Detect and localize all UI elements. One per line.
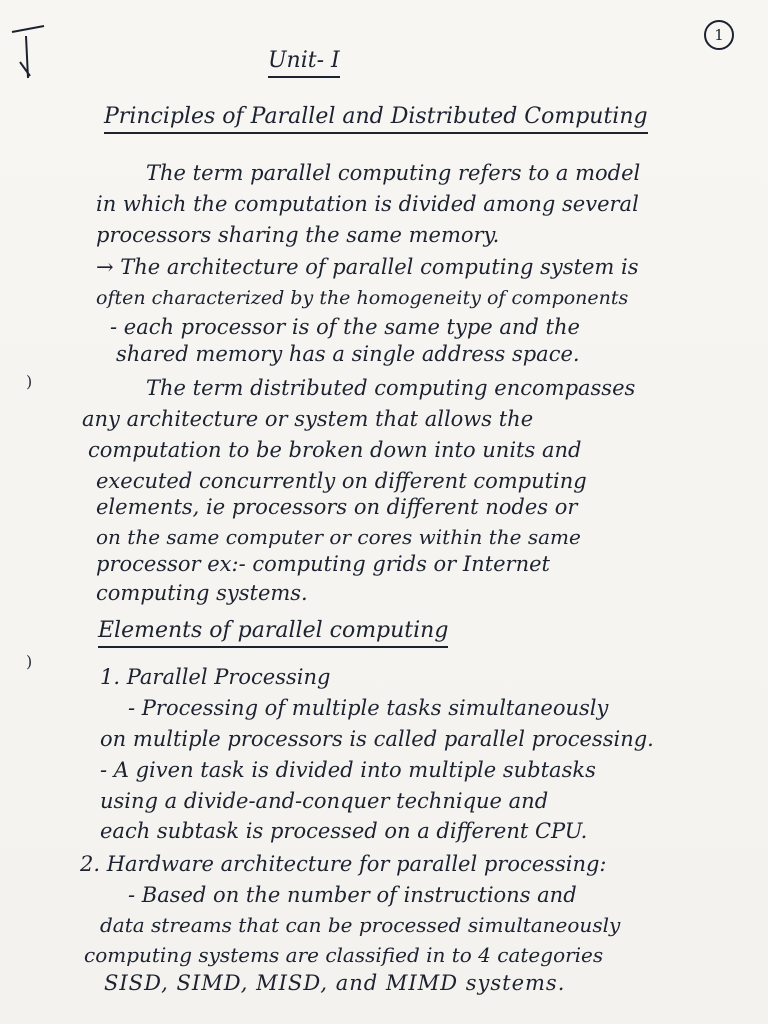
text-line: - A given task is divided into multiple subtasks bbox=[100, 758, 596, 782]
text-line: on the same computer or cores within the same bbox=[96, 525, 581, 549]
text-line: on multiple processors is called parallel processing. bbox=[100, 727, 654, 751]
list-item-heading: 2. Hardware architecture for parallel processing: bbox=[80, 852, 607, 876]
text-line: computing systems. bbox=[96, 581, 308, 605]
text-line: executed concurrently on different computing bbox=[96, 469, 587, 493]
list-item-heading: 1. Parallel Processing bbox=[100, 665, 331, 689]
text-line: The term parallel computing refers to a model bbox=[146, 161, 641, 185]
text-line: often characterized by the homogeneity of components bbox=[96, 287, 629, 309]
binder-hole-icon: ) bbox=[26, 652, 33, 671]
text-line: processors sharing the same memory. bbox=[96, 223, 500, 247]
text-line: computing systems are classified in to 4 categories bbox=[84, 943, 604, 967]
text-line: - each processor is of the same type and the bbox=[110, 315, 580, 339]
text-line: each subtask is processed on a different CPU. bbox=[100, 819, 588, 843]
text-line: → The architecture of parallel computing system is bbox=[96, 255, 639, 279]
section-heading-elements: Elements of parallel computing bbox=[98, 618, 448, 648]
margin-mark-icon bbox=[8, 22, 48, 82]
text-line: in which the computation is divided among several bbox=[96, 192, 639, 216]
text-line: - Based on the number of instructions and bbox=[128, 883, 577, 907]
text-line: any architecture or system that allows the bbox=[82, 407, 534, 431]
text-line: elements, ie processors on different nodes or bbox=[96, 495, 578, 519]
text-line: SISD, SIMD, MISD, and MIMD systems. bbox=[104, 971, 566, 995]
text-line: shared memory has a single address space. bbox=[116, 342, 580, 366]
text-line: - Processing of multiple tasks simultaneously bbox=[128, 696, 609, 720]
text-line: computation to be broken down into units and bbox=[88, 438, 582, 462]
text-line: data streams that can be processed simultaneously bbox=[100, 913, 621, 937]
unit-title: Unit- I bbox=[268, 48, 340, 78]
text-line: processor ex:- computing grids or Internet bbox=[96, 552, 550, 576]
binder-hole-icon: ) bbox=[26, 372, 33, 391]
main-heading: Principles of Parallel and Distributed Computing bbox=[104, 104, 648, 134]
text-line: The term distributed computing encompasses bbox=[146, 376, 636, 400]
text-line: using a divide-and-conquer technique and bbox=[100, 789, 549, 813]
page-number: 1 bbox=[704, 20, 734, 50]
